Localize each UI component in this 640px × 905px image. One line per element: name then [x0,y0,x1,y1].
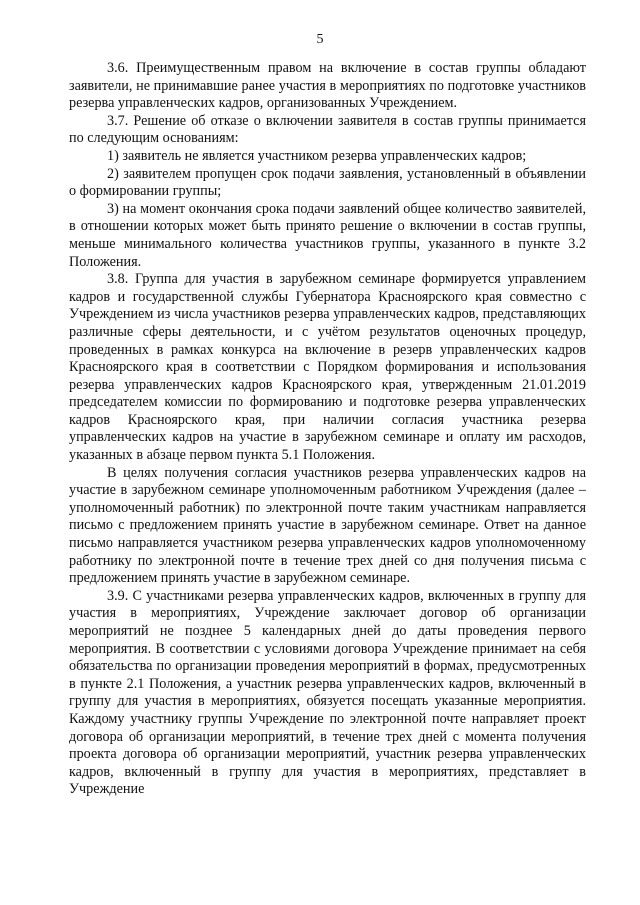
list-item-2: 2) заявителем пропущен срок подачи заявления, установленный в объявлении о формировании группы; [69,165,586,200]
paragraph-consent: В целях получения согласия участников резерва управленческих кадров на участие в зарубежном семинаре уполномоченным работником Учреждения (далее – уполномоченный работник) по электронной почте таким участникам направляется письмо с предложением принять участие в зарубежном семинаре. Ответ на данное письмо направляется участником резерва управленческих кадров уполномоченному работнику по электронной почте в течение трех дней со дня получения письма с предложением принять участие в зарубежном семинаре. [69,464,586,587]
paragraph-3-7: 3.7. Решение об отказе о включении заявителя в состав группы принимается по следующим основаниям: [69,112,586,147]
paragraph-3-8: 3.8. Группа для участия в зарубежном семинаре формируется управлением кадров и государственной службы Губернатора Красноярского края совместно с Учреждением из числа участников резерва управленческих кадров, представляющих различные сферы деятельности, и с учётом результатов оценочных процедур, проведенных в рамках конкурса на включение в резерв управленческих кадров Красноярского края в соответствии с Порядком формирования и использования резерва управленческих кадров Красноярского края, утвержденным 21.01.2019 председателем комиссии по формированию и подготовке резерва управленческих кадров Красноярского края, при наличии согласия участника резерва управленческих кадров на участие в зарубежном семинаре и оплату им расходов, указанных в абзаце первом пункта 5.1 Положения. [69,271,586,464]
paragraph-3-6: 3.6. Преимущественным правом на включение в состав группы обладают заявители, не принимавшие ранее участия в мероприятиях по подготовке участников резерва управленческих кадров, организованных Учреждением. [69,60,586,112]
page-number: 5 [316,32,324,47]
list-item-1: 1) заявитель не является участником резерва управленческих кадров; [107,147,527,164]
paragraph-3-9: 3.9. С участниками резерва управленческих кадров, включенных в группу для участия в мероприятиях, Учреждение заключает договор об организации мероприятий не позднее 5 календарных дней до даты проведения первого мероприятия. В соответствии с условиями договора Учреждение принимает на себя обязательства по организации проведения мероприятий в формах, предусмотренных в пункте 2.1 Положения, а участник резерва управленческих кадров, включенный в группу для участия в мероприятиях, обязуется посещать указанные мероприятия. Каждому участнику группы Учреждение по электронной почте направляет проект договора об организации мероприятий, в течение трех дней с момента получения проекта договора об организации мероприятий, участник резерва управленческих кадров, включенный в группу для участия в мероприятиях, представляет в Учреждение [69,587,586,798]
list-item-3: 3) на момент окончания срока подачи заявлений общее количество заявителей, в отношении которых может быть принято решение о включении в состав группы, меньше минимального количества участников группы, указанного в пункте 3.2 Положения. [69,200,586,270]
document-body [69,60,586,799]
